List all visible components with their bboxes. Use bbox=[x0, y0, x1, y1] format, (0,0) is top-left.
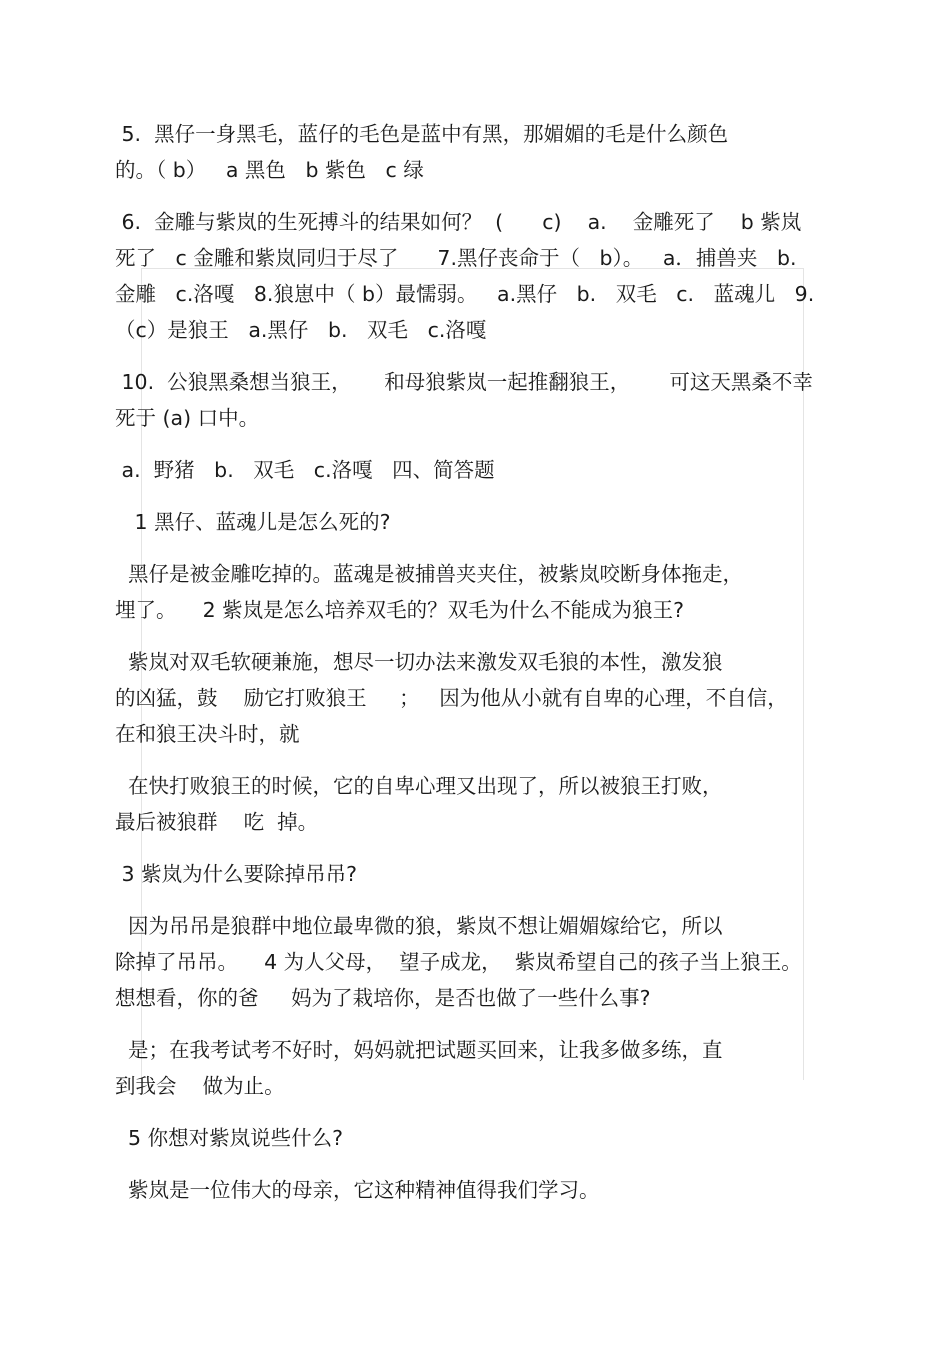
text-line: 死于 (a) 口中。 bbox=[115, 406, 260, 430]
text-line: （c）是狼王 a.黑仔 b. 双毛 c.洛嘎 bbox=[115, 318, 487, 342]
text-line: 紫岚对双毛软硬兼施，想尽一切办法来激发双毛狼的本性，激发狼 bbox=[115, 650, 723, 674]
text-line: 的。（ b） a 黑色 b 紫色 c 绿 bbox=[115, 158, 424, 182]
text-line: 金雕 c.洛嘎 8.狼崽中（ b）最懦弱。 a.黑仔 b. 双毛 c. 蓝魂儿 9. bbox=[115, 282, 815, 306]
paragraph bbox=[115, 556, 840, 628]
paragraph bbox=[115, 1120, 840, 1156]
paragraph bbox=[115, 504, 840, 540]
paragraph bbox=[115, 1172, 840, 1208]
text-line: 是；在我考试考不好时，妈妈就把试题买回来，让我多做多练，直 bbox=[115, 1038, 723, 1062]
text-line: 在和狼王决斗时，就 bbox=[115, 722, 300, 746]
text-line: 3 紫岚为什么要除掉吊吊? bbox=[115, 862, 357, 886]
text-line: 最后被狼群 吃 掉。 bbox=[115, 810, 319, 834]
paragraph bbox=[115, 452, 840, 488]
text-line: 因为吊吊是狼群中地位最卑微的狼，紫岚不想让媚媚嫁给它，所以 bbox=[115, 914, 723, 938]
text-line: 5 你想对紫岚说些什么? bbox=[115, 1126, 343, 1150]
paragraph bbox=[115, 908, 840, 1016]
text-line: 想想看，你的爸 妈为了栽培你，是否也做了一些什么事? bbox=[115, 986, 651, 1010]
text-line: 的凶猛，鼓 励它打败狼王 ； 因为他从小就有自卑的心理，不自信， bbox=[115, 686, 788, 710]
paragraph bbox=[115, 644, 840, 752]
paragraph bbox=[115, 364, 840, 436]
text-line: 死了 c 金雕和紫岚同归于尽了 7.黑仔丧命于（ b）。 a．捕兽夹 b. bbox=[115, 246, 797, 270]
paragraph bbox=[115, 768, 840, 840]
paragraph bbox=[115, 204, 840, 348]
text-line: 6. 金雕与紫岚的生死搏斗的结果如何？ ( c) a. 金雕死了 b 紫岚 bbox=[115, 210, 802, 234]
text-line: 5. 黑仔一身黑毛，蓝仔的毛色是蓝中有黑，那媚媚的毛是什么颜色 bbox=[115, 122, 729, 146]
paragraph bbox=[115, 856, 840, 892]
text-line: a. 野猪 b. 双毛 c.洛嘎 四、简答题 bbox=[115, 458, 495, 482]
text-line: 埋了。 2 紫岚是怎么培养双毛的？双毛为什么不能成为狼王? bbox=[115, 598, 685, 622]
text-line: 1 黑仔、蓝魂儿是怎么死的? bbox=[115, 510, 391, 534]
text-line: 紫岚是一位伟大的母亲，它这种精神值得我们学习。 bbox=[115, 1178, 600, 1202]
text-line: 在快打败狼王的时候，它的自卑心理又出现了，所以被狼王打败， bbox=[115, 774, 723, 798]
document-body bbox=[115, 116, 840, 1224]
text-line: 到我会 做为止。 bbox=[115, 1074, 285, 1098]
text-line: 10. 公狼黑桑想当狼王， 和母狼紫岚一起推翻狼王， 可这天黑桑不幸 bbox=[115, 370, 813, 394]
text-line: 除掉了吊吊。 4 为人父母， 望子成龙， 紫岚希望自己的孩子当上狼王。 bbox=[115, 950, 802, 974]
paragraph bbox=[115, 116, 840, 188]
paragraph bbox=[115, 1032, 840, 1104]
text-line: 黑仔是被金雕吃掉的。蓝魂是被捕兽夹夹住，被紫岚咬断身体拖走， bbox=[115, 562, 744, 586]
